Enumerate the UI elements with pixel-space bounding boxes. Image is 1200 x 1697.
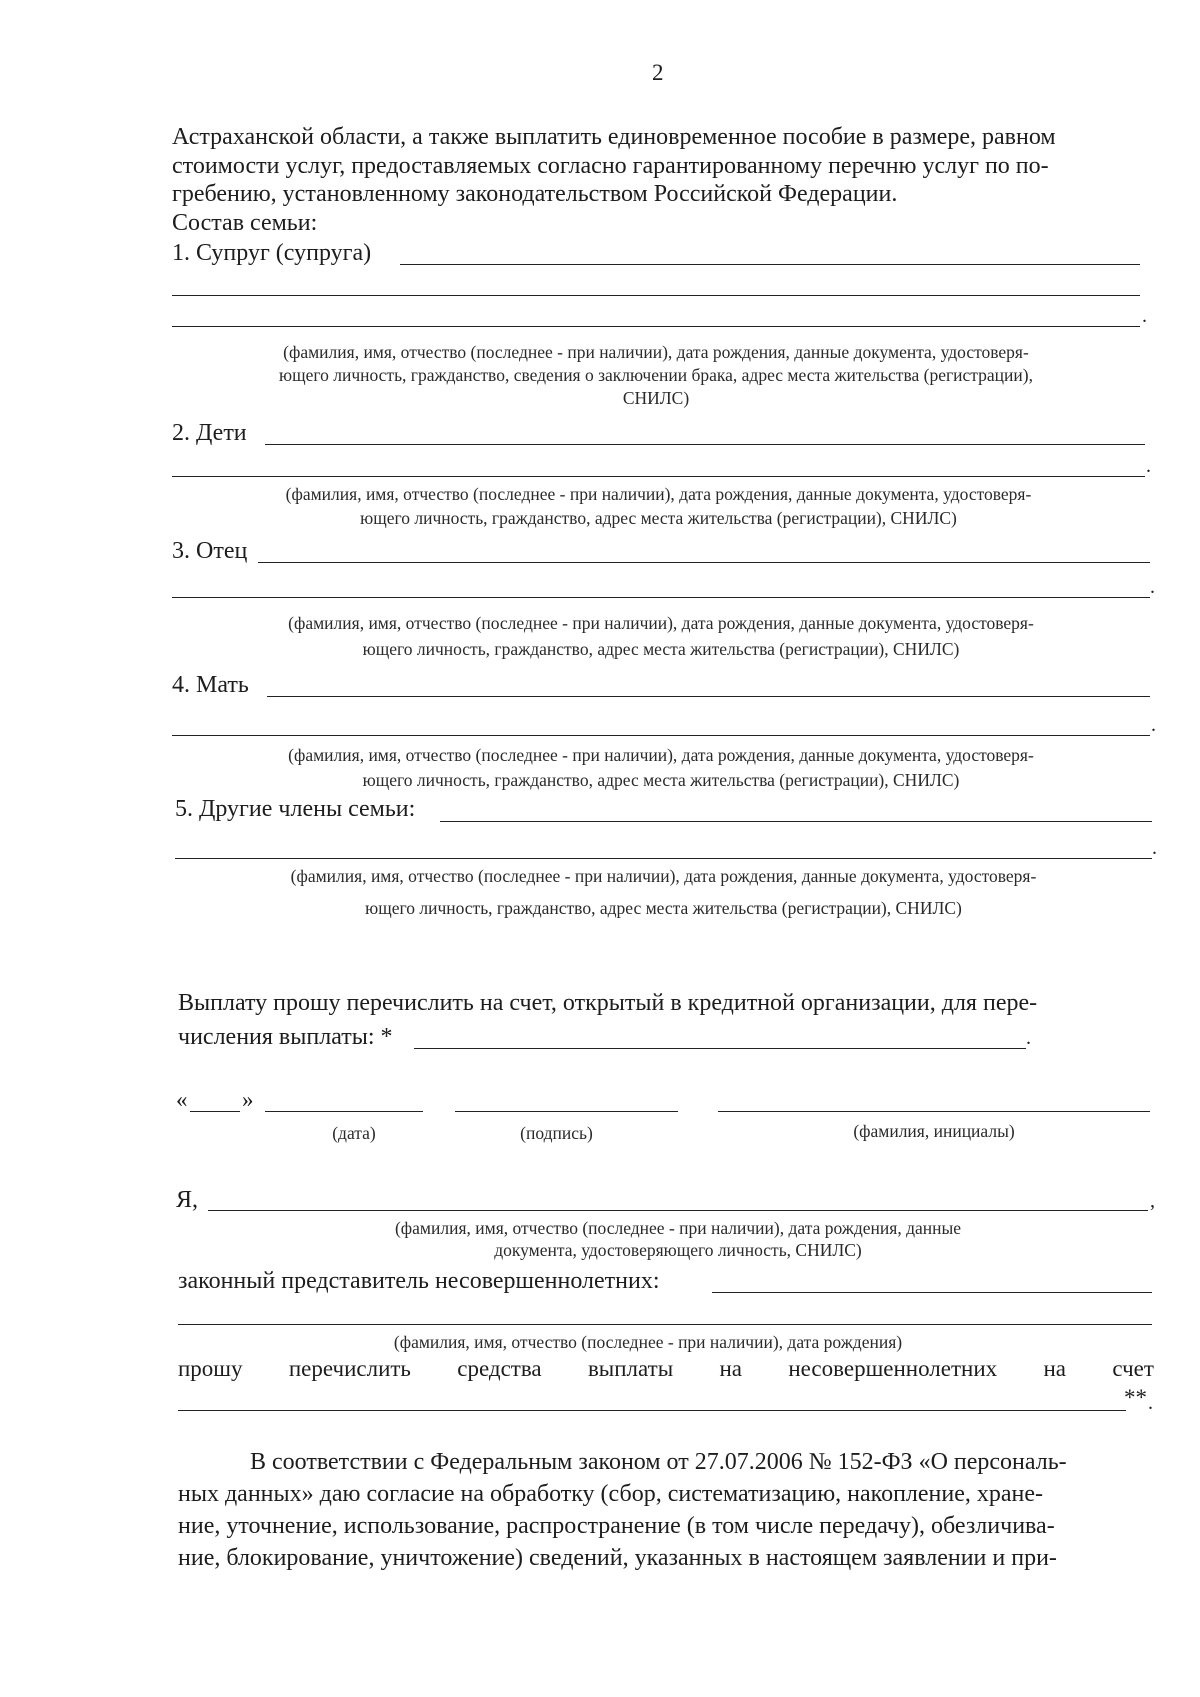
date-caption: (дата) [332,1123,376,1143]
children-field-line-1[interactable] [265,444,1145,445]
signature-caption: (подпись) [520,1123,593,1143]
spouse-caption-1: (фамилия, имя, отчество (последнее - при наличии), дата рождения, данные документа, удостоверя- [283,342,1029,362]
spouse-field-line-3[interactable] [172,326,1140,327]
others-caption-1: (фамилия, имя, отчество (последнее - при наличии), дата рождения, данные документа, удостоверя- [290,866,1037,886]
signature-field[interactable] [455,1111,678,1112]
request-word: несовершеннолетних [788,1356,998,1381]
consent-line-1: В соответствии с Федеральным законом от 27.07.2006 № 152-ФЗ «О персональ- [250,1449,1067,1475]
day-open-quote: « [176,1087,188,1112]
mother-caption-1: (фамилия, имя, отчество (последнее - при наличии), дата рождения, данные документа, удостоверя- [288,745,1034,765]
family-heading: Состав семьи: [172,210,318,236]
children-caption-2: ющего личность, гражданство, адрес места жительства (регистрации), СНИЛС) [360,508,957,528]
spouse-caption-3: СНИЛС) [622,388,690,408]
name-initials-field[interactable] [718,1111,1150,1112]
consent-line-2: ных данных» даю согласие на обработку (сбор, систематизацию, накопление, хране- [178,1481,1044,1507]
payment-line-2: числения выплаты: * [178,1024,393,1050]
representative-caption-3: (фамилия, имя, отчество (последнее - при наличии), дата рождения) [393,1332,903,1352]
father-label: 3. Отец [172,538,248,564]
request-word: выплаты [587,1356,674,1381]
others-field-line-1[interactable] [440,821,1152,822]
mother-caption-2: ющего личность, гражданство, адрес места жительства (регистрации), СНИЛС) [362,770,960,790]
representative-comma: , [1150,1190,1155,1212]
double-asterisk: ** [1124,1385,1147,1410]
representative-caption-1: (фамилия, имя, отчество (последнее - при наличии), дата рождения, данные [394,1218,961,1238]
representative-caption-2: документа, удостоверяющего личность, СНИЛС) [494,1240,862,1260]
children-field-line-2[interactable] [172,476,1145,477]
request-line [178,1356,1154,1382]
account-end-dot: . [1026,1027,1031,1049]
others-caption-2: ющего личность, гражданство, адрес места жительства (регистрации), СНИЛС) [365,898,962,918]
father-field-line-2[interactable] [172,597,1150,598]
father-caption-1: (фамилия, имя, отчество (последнее - при наличии), дата рождения, данные документа, удостоверя- [288,613,1034,633]
consent-line-3: ние, уточнение, использование, распространение (в том числе передачу), обезличива- [178,1513,1055,1539]
others-field-line-2[interactable] [175,858,1152,859]
spouse-caption-2: ющего личность, гражданство, сведения о заключении брака, адрес места жительства (регистрации), [279,365,1033,385]
intro-line-3: гребению, установленному законодательством Российской Федерации. [172,181,898,207]
spouse-field-line-1[interactable] [400,264,1140,265]
others-label: 5. Другие члены семьи: [175,796,416,822]
request-word: на [1043,1356,1067,1381]
day-field[interactable] [190,1111,240,1112]
spouse-end-dot: . [1142,305,1147,327]
name-initials-caption: (фамилия, инициалы) [853,1121,1015,1141]
minors-account-field[interactable] [178,1410,1126,1411]
spouse-label: 1. Супруг (супруга) [172,240,372,266]
consent-line-4: ние, блокирование, уничтожение) сведений, указанных в настоящем заявлении и при- [178,1545,1057,1571]
payment-line-1: Выплату прошу перечислить на счет, открытый в кредитной организации, для пере- [178,990,1038,1016]
ya-label: Я, [176,1187,199,1213]
request-word: на [719,1356,743,1381]
father-field-line-1[interactable] [258,562,1150,563]
mother-field-line-2[interactable] [172,735,1150,736]
request-word: перечислить [288,1356,411,1381]
representative-name-field[interactable] [208,1210,1148,1211]
mother-field-line-1[interactable] [267,696,1150,697]
mother-label: 4. Мать [172,672,249,698]
father-caption-2: ющего личность, гражданство, адрес места жительства (регистрации), СНИЛС) [362,639,960,659]
father-end-dot: . [1150,576,1155,598]
guardian-field-line-1[interactable] [712,1292,1152,1293]
children-label: 2. Дети [172,420,247,446]
spouse-field-line-2[interactable] [172,295,1140,296]
intro-line-2: стоимости услуг, предоставляемых согласно гарантированному перечню услуг по по- [172,153,1049,179]
others-end-dot: . [1152,837,1157,859]
guardian-field-line-2[interactable] [178,1324,1152,1325]
minors-account-end-dot: . [1148,1392,1153,1414]
account-field[interactable] [414,1048,1026,1049]
page-number: 2 [652,60,664,85]
mother-end-dot: . [1151,714,1156,736]
request-word: прошу [178,1356,243,1381]
intro-line-1: Астраханской области, а также выплатить единовременное пособие в размере, равном [172,124,1056,150]
day-close-quote: » [242,1087,254,1112]
request-word: средства [457,1356,542,1381]
date-field[interactable] [265,1111,423,1112]
children-end-dot: . [1146,455,1151,477]
guardian-label: законный представитель несовершеннолетних: [178,1268,660,1294]
children-caption-1: (фамилия, имя, отчество (последнее - при наличии), дата рождения, данные документа, удостоверя- [285,484,1032,504]
request-word: счет [1112,1356,1154,1381]
